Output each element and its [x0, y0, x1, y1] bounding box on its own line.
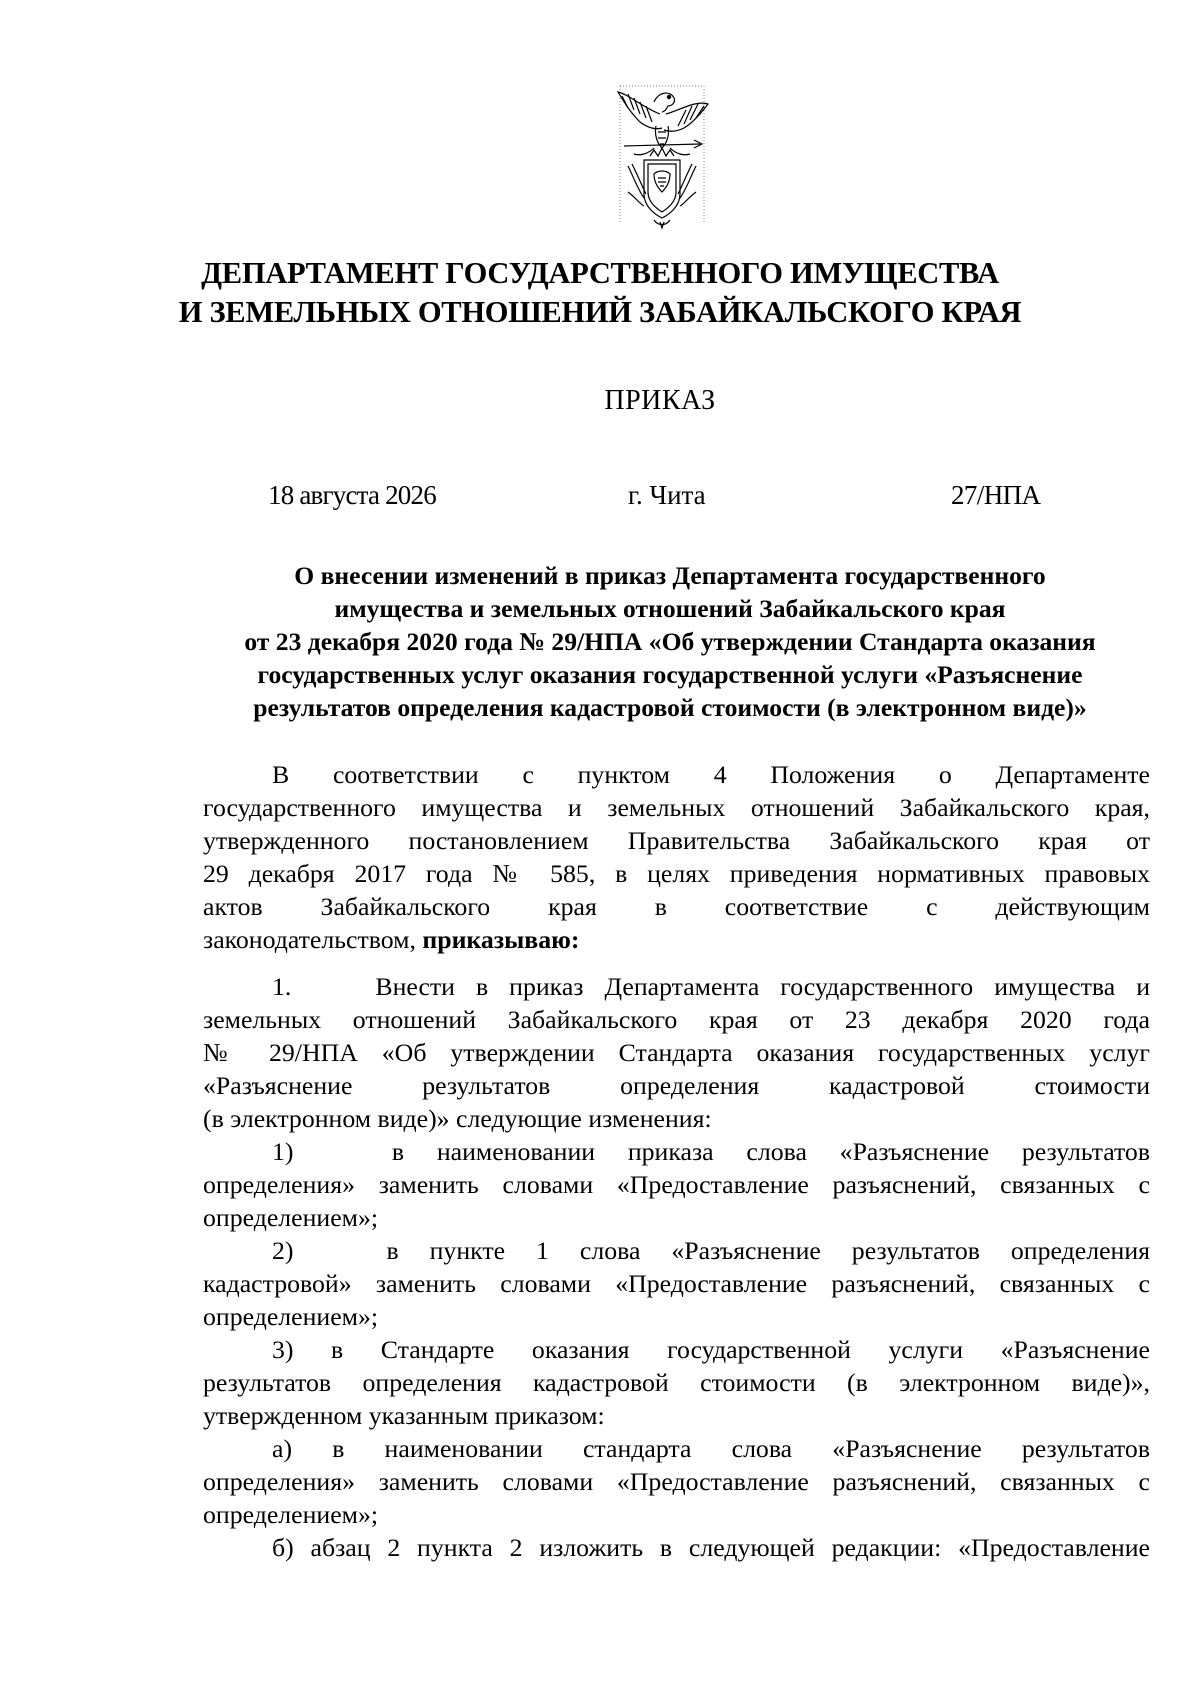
intro-line: 29 декабря 2017 года № 585, в целях приведения нормативных правовых [203, 859, 1150, 888]
subject-line: результатов определения кадастровой стоимости (в электронном виде)» [253, 693, 1087, 722]
body-line: определением»; [203, 1500, 379, 1529]
body-line: 1. Внести в приказ Департамента государственного имущества и [272, 972, 1150, 1001]
body-line: 1) в наименовании приказа слова «Разъяснение результатов [272, 1137, 1150, 1166]
department-title-line-2: И ЗЕМЕЛЬНЫХ ОТНОШЕНИЙ ЗАБАЙКАЛЬСКОГО КРАЯ [178, 295, 1022, 329]
body-line: «Разъяснение результатов определения кадастровой стоимости [203, 1071, 1150, 1100]
body-line: результатов определения кадастровой стоимости (в электронном виде)», [203, 1368, 1150, 1397]
intro-last-line [203, 923, 1150, 956]
body-line: определением»; [203, 1302, 379, 1331]
subject-line: имущества и земельных отношений Забайкальского края [334, 594, 1006, 623]
order-date: 18 августа 2026 [268, 480, 436, 510]
department-title-line-1: ДЕПАРТАМЕНТ ГОСУДАРСТВЕННОГО ИМУЩЕСТВА [201, 256, 999, 290]
order-body [203, 970, 1150, 1564]
order-heading: ПРИКАЗ [604, 385, 716, 416]
order-number: 27/НПА [951, 480, 1041, 510]
subject-line: государственных услуг оказания государственной услуги «Разъяснение [257, 660, 1083, 689]
order-subject [190, 559, 1150, 724]
intro-last-line-text: законодательством, [203, 925, 416, 954]
intro-line: государственного имущества и земельных отношений Забайкальского края, [203, 793, 1150, 822]
intro-line: В соответствии с пунктом 4 Положения о Департаменте [272, 760, 1150, 789]
body-line: № 29/НПА «Об утверждении Стандарта оказания государственных услуг [203, 1038, 1150, 1067]
body-line: определения» заменить словами «Предоставление разъяснений, связанных с [203, 1467, 1150, 1496]
body-line: 2) в пункте 1 слова «Разъяснение результатов определения [272, 1236, 1150, 1265]
department-title [0, 254, 1200, 332]
body-line: а) в наименовании стандарта слова «Разъяснение результатов [272, 1434, 1150, 1463]
body-line: определения» заменить словами «Предоставление разъяснений, связанных с [203, 1170, 1150, 1199]
body-line: (в электронном виде)» следующие изменения: [203, 1104, 712, 1133]
body-line: кадастровой» заменить словами «Предоставление разъяснений, связанных с [203, 1269, 1150, 1298]
order-command: приказываю: [422, 925, 580, 954]
coat-of-arms-icon [614, 82, 710, 230]
body-line: утвержденном указанным приказом: [203, 1401, 605, 1430]
body-line: 3) в Стандарте оказания государственной услуги «Разъяснение [272, 1335, 1150, 1364]
body-line: земельных отношений Забайкальского края от 23 декабря 2020 года [203, 1005, 1150, 1034]
order-city: г. Чита [628, 480, 706, 510]
intro-paragraph [203, 758, 1150, 956]
body-line: б) абзац 2 пункта 2 изложить в следующей редакции: «Предоставление [272, 1533, 1150, 1562]
body-line: определением»; [203, 1203, 379, 1232]
intro-line: актов Забайкальского края в соответствие с действующим [203, 892, 1150, 921]
intro-line: утвержденного постановлением Правительства Забайкальского края от [203, 826, 1150, 855]
subject-line: О внесении изменений в приказ Департамента государственного [294, 561, 1046, 590]
subject-line: от 23 декабря 2020 года № 29/НПА «Об утверждении Стандарта оказания [244, 627, 1096, 656]
